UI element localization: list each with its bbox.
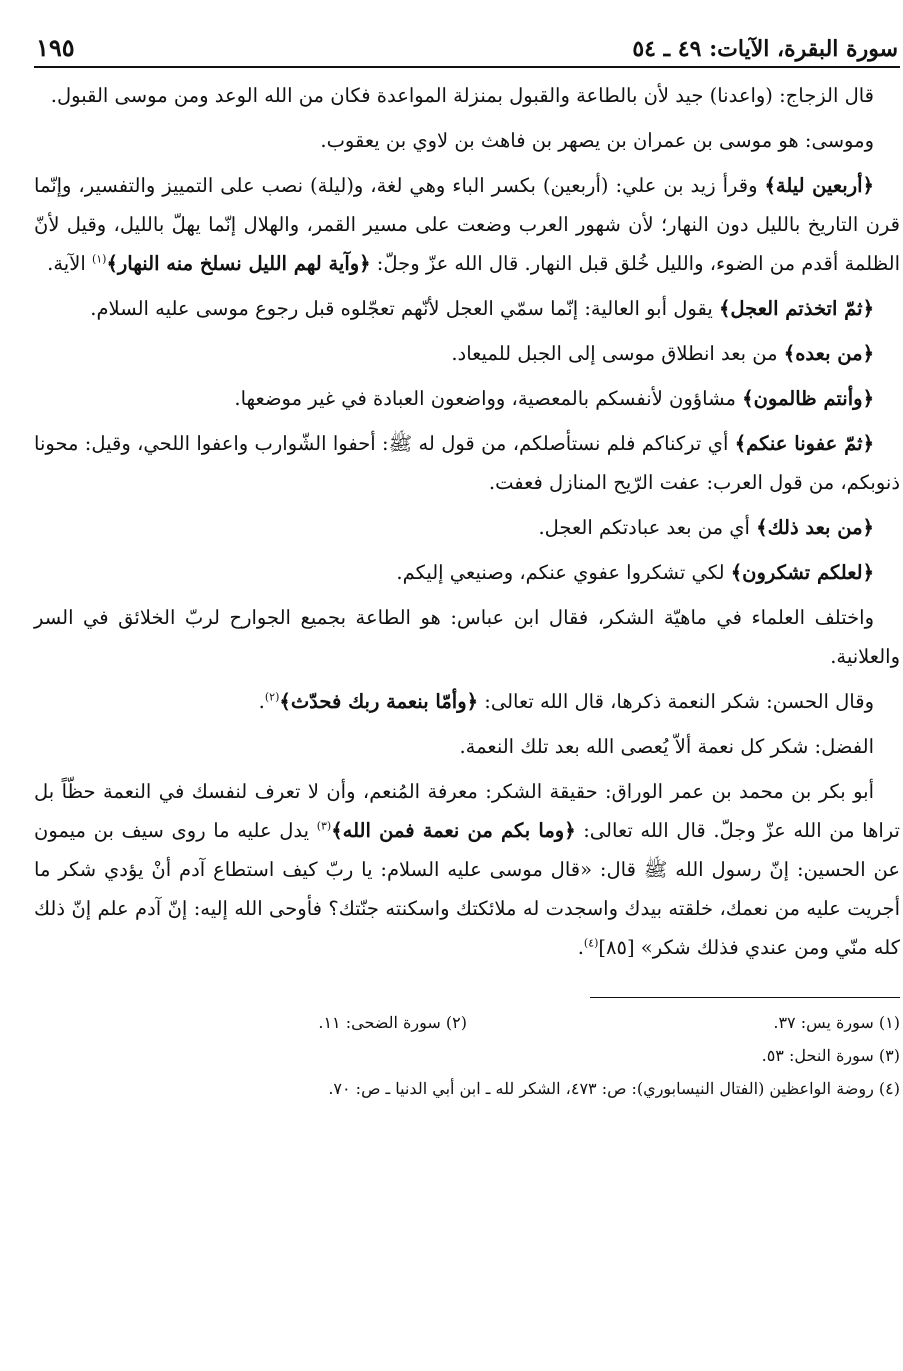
paragraph-text: وقال الحسن: شكر النعمة ذكرها، قال الله تعالى:: [478, 690, 874, 713]
quran-quote: ﴿وأمّا بنعمة ربك فحدّث﴾: [279, 690, 479, 713]
paragraph: [34, 553, 900, 592]
paragraph: [34, 334, 900, 373]
page-number: ١٩٥: [36, 33, 75, 62]
quran-quote: ﴿ثمّ عفونا عنكم﴾: [734, 432, 875, 455]
paragraph-text: قال الزجاج: (واعدنا) جيد لأن بالطاعة والقبول بمنزلة المواعدة فكان من الله الوعد ومن موسى القبول.: [50, 84, 874, 107]
paragraph: [34, 772, 900, 967]
footnote-ref: (١): [91, 252, 107, 266]
paragraph-text: .: [577, 936, 584, 959]
paragraph-text: .: [258, 690, 265, 713]
footnote-4: (٤) روضة الواعظين (الفتال النيسابوري): ص: ٤٧٣، الشكر لله ـ ابن أبي الدنيا ـ ص: ٧٠.: [328, 1079, 900, 1098]
quran-quote: ﴿وأنتم ظالمون﴾: [742, 387, 874, 410]
paragraph-text: من بعد انطلاق موسى إلى الجبل للميعاد.: [451, 342, 784, 365]
paragraph-text: أي تركناكم فلم نستأصلكم، من قول له ﷺ: أحفوا الشّوارب واعفوا اللحي، وقيل: محونا ذنوبكم، من قول العرب: عفت الرّيح المنازل فعفت.: [34, 432, 900, 494]
quran-quote: ﴿لعلكم تشكرون﴾: [730, 561, 874, 584]
paragraph: [34, 682, 900, 721]
paragraph: [34, 424, 900, 502]
running-title: سورة البقرة، الآيات: ٤٩ ـ ٥٤: [632, 36, 898, 62]
quran-quote: ﴿وآية لهم الليل نسلخ منه النهار﴾: [106, 252, 371, 275]
paragraph-text: الآية.: [47, 252, 92, 275]
quran-quote: ﴿وما بكم من نعمة فمن الله﴾: [331, 819, 576, 842]
quran-quote: ﴿أربعين ليلة﴾: [764, 174, 874, 197]
footnote-1: (١) سورة يس: ٣٧.: [773, 1013, 900, 1032]
page-header: [34, 28, 900, 68]
paragraph-text: الفضل: شكر كل نعمة ألاّ يُعصى الله بعد تلك النعمة.: [459, 735, 874, 758]
paragraph: [34, 727, 900, 766]
paragraph-text: وموسى: هو موسى بن عمران بن يصهر بن فاهث بن لاوي بن يعقوب.: [320, 129, 874, 152]
footnote-separator: [590, 997, 900, 998]
paragraph-text: أي من بعد عبادتكم العجل.: [538, 516, 757, 539]
paragraph-text: أبو بكر بن محمد بن عمر الوراق: حقيقة الشكر: معرفة المُنعم، وأن لا تعرف لنفسك في النعمة حظّاً بل تراها من الله عزّ وجلّ. قال الله تعالى:: [34, 780, 900, 842]
paragraph-text: وقرأ زيد بن علي: (أربعين) بكسر الباء وهي لغة، و(ليلة) نصب على التمييز والتفسير، وإنّما قرن التاريخ بالليل دون النهار؛ لأن شهور العرب وضعت على مسير القمر، والهلال إنّما يهلّ بالليل، وقيل لأنّ الظلمة أقدم من الضوء، والليل خُلق قبل النهار. قال الله عزّ وجلّ:: [34, 174, 900, 275]
quran-quote: ﴿من بعد ذلك﴾: [756, 516, 874, 539]
paragraph: [34, 121, 900, 160]
paragraph-text: مشاؤون لأنفسكم بالمعصية، وواضعون العبادة في غير موضعها.: [234, 387, 743, 410]
quran-quote: ﴿ثمّ اتخذتم العجل﴾: [718, 297, 874, 320]
quran-quote: ﴿من بعده﴾: [783, 342, 874, 365]
footnote-ref: (٢): [264, 690, 280, 704]
footnote-3: (٣) سورة النحل: ٥٣.: [761, 1046, 900, 1065]
paragraph: [34, 598, 900, 676]
paragraph: [34, 289, 900, 328]
paragraph: [34, 166, 900, 283]
footnote-2: (٢) سورة الضحى: ١١.: [318, 1013, 467, 1032]
footnotes: [34, 1006, 900, 1105]
footnote-ref: (٣): [316, 819, 332, 833]
paragraph-text: لكي تشكروا عفوي عنكم، وصنيعي إليكم.: [396, 561, 731, 584]
paragraph-text: يقول أبو العالية: إنّما سمّي العجل لأنّهم تعجّلوه قبل رجوع موسى عليه السلام.: [90, 297, 719, 320]
paragraph-text: واختلف العلماء في ماهيّة الشكر، فقال ابن عباس: هو الطاعة بجميع الجوارح لربّ الخلائق في السر والعلانية.: [34, 606, 900, 668]
paragraph: [34, 379, 900, 418]
paragraph-text: يدل عليه ما روى سيف بن ميمون عن الحسين: إنّ رسول الله ﷺ قال: «قال موسى عليه السلام: يا ربّ كيف استطاع آدم أنْ يؤدي شكر ما أجريت عليه من نعمك، خلقته بيدك واسجدت له ملائكتك واسكنته جنّتك؟ فأوحى الله إليه: إنّ آدم علم إنّ ذلك كله منّي ومن عندي فذلك شكر» [٨٥]: [34, 819, 900, 959]
book-page: [34, 28, 900, 1105]
paragraph: [34, 508, 900, 547]
footnote-ref: (٤): [583, 936, 599, 950]
paragraph: [34, 76, 900, 115]
main-text: [34, 76, 900, 967]
